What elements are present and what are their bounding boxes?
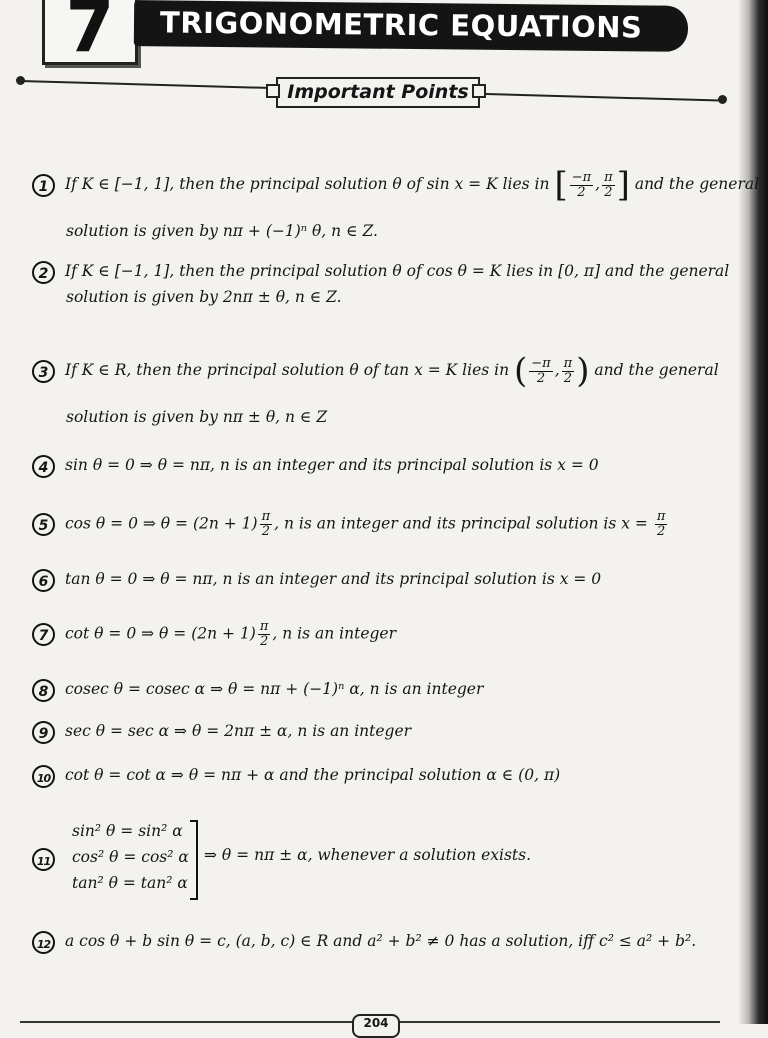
equation-line: sin² θ = sin² α [72,822,183,840]
system-bracket [190,820,198,900]
point-12 [32,930,732,954]
point-number: 8 [32,679,55,702]
fraction: $\frac{\pi}{2}$ [259,619,269,649]
point-number: 11 [32,848,55,871]
point-number: 6 [32,569,55,592]
point-text-line2: solution is given by nπ ± θ, n ∈ Z [66,408,328,426]
interval-bracket: ] [616,165,630,205]
system-result: ⇒ θ = nπ ± α, whenever a solution exists. [204,846,532,864]
point-text: cot θ = cot α ⇒ θ = nπ + α and the principal solution α ∈ (0, π) [65,766,561,784]
point-8 [32,678,732,702]
point-text: a cos θ + b sin θ = c, (a, b, c) ∈ R and a² + b² ≠ 0 has a solution, iff c² ≤ a² + b². [65,932,697,950]
interval-bracket: [ [554,165,568,205]
point-5 [32,510,732,539]
point-1: 1 If K ∈ [−1, 1], then the principal solution θ of sin x = K lies in [ $\frac{-\pi}{2}$ , $\frac{\pi}{2}$ ] and the general solution is given by nπ + (−1)ⁿ θ, n ∈ Z. [32,168,732,242]
point-text: sin θ = 0 ⇒ θ = nπ, n is an integer and its principal solution is x = 0 [65,456,599,474]
point-number: 3 [32,360,55,383]
heading-left-tab [266,84,280,98]
point-7 [32,620,732,649]
fraction: $\frac{-\pi}{2}$ [531,355,551,386]
point-text: If K ∈ [−1, 1], then the principal solution θ of cos θ = K lies in [0, π] and the general [65,262,730,280]
point-9 [32,720,732,744]
equation-line: cos² θ = cos² α [72,848,189,866]
point-text: cot θ = 0 ⇒ θ = (2n + 1) [65,624,256,643]
fraction: $\frac{\pi}{2}$ [261,509,271,539]
interval-paren: ( [514,351,528,391]
point-text: cos θ = 0 ⇒ θ = (2n + 1) [65,514,258,533]
point-text: tan θ = 0 ⇒ θ = nπ, n is an integer and its principal solution is x = 0 [65,570,602,588]
rule-right-dot [718,95,727,104]
section-heading: Important Points [287,81,469,103]
fraction: $\frac{\pi}{2}$ [656,509,666,539]
page-number-tab [352,1014,400,1038]
point-text-line2: solution is given by nπ + (−1)ⁿ θ, n ∈ Z. [66,222,378,240]
point-text: If K ∈ R, then the principal solution θ of tan x = K lies in [65,361,510,379]
point-text-cont: and the general [594,361,719,379]
point-text: cosec θ = cosec α ⇒ θ = nπ + (−1)ⁿ α, n is an integer [65,680,484,698]
point-number: 12 [32,931,55,954]
chapter-title: TRIGONOMETRIC EQUATIONS [159,5,643,45]
point-number: 5 [32,513,55,536]
section-heading-box [276,77,480,108]
fraction: $\frac{\pi}{2}$ [563,355,573,386]
chapter-number-box [42,0,138,68]
point-text-cont: and the general [634,175,760,193]
heading-right-tab [472,84,486,98]
point-10 [32,764,732,788]
point-3: 3 If K ∈ R, then the principal solution θ of tan x = K lies in ( $\frac{-\pi}{2}$ , $\frac{\pi}{2}$ ) and the general solution is given by nπ ± θ, n ∈ Z [32,354,732,428]
fraction: $\frac{-\pi}{2}$ [571,169,592,200]
point-2 [32,260,732,308]
chapter-title-bar [134,0,688,52]
point-text-cont: , n is an integer and its principal solution is x = [274,514,648,533]
point-number: 7 [32,623,55,646]
point-4 [32,454,732,478]
equation-system [72,818,189,896]
fraction: $\frac{\pi}{2}$ [604,169,613,200]
point-11 [32,818,732,908]
point-number: 1 [32,174,55,197]
interval-paren: ) [576,351,590,391]
chapter-number: 7 [65,0,115,68]
point-number: 10 [32,765,55,788]
point-text-line2: solution is given by 2nπ ± θ, n ∈ Z. [66,287,342,306]
point-number: 2 [32,261,55,284]
equation-line: tan² θ = tan² α [72,874,188,892]
page-number: 204 [363,1016,389,1030]
point-text: sec θ = sec α ⇒ θ = 2nπ ± α, n is an integer [65,722,412,740]
point-text-cont: , n is an integer [272,624,397,643]
rule-left-dot [16,76,25,85]
page-edge-shadow [738,0,768,1024]
point-number: 4 [32,455,55,478]
point-6 [32,568,732,592]
point-number: 9 [32,721,55,744]
point-text: If K ∈ [−1, 1], then the principal solution θ of sin x = K lies in [65,175,550,193]
